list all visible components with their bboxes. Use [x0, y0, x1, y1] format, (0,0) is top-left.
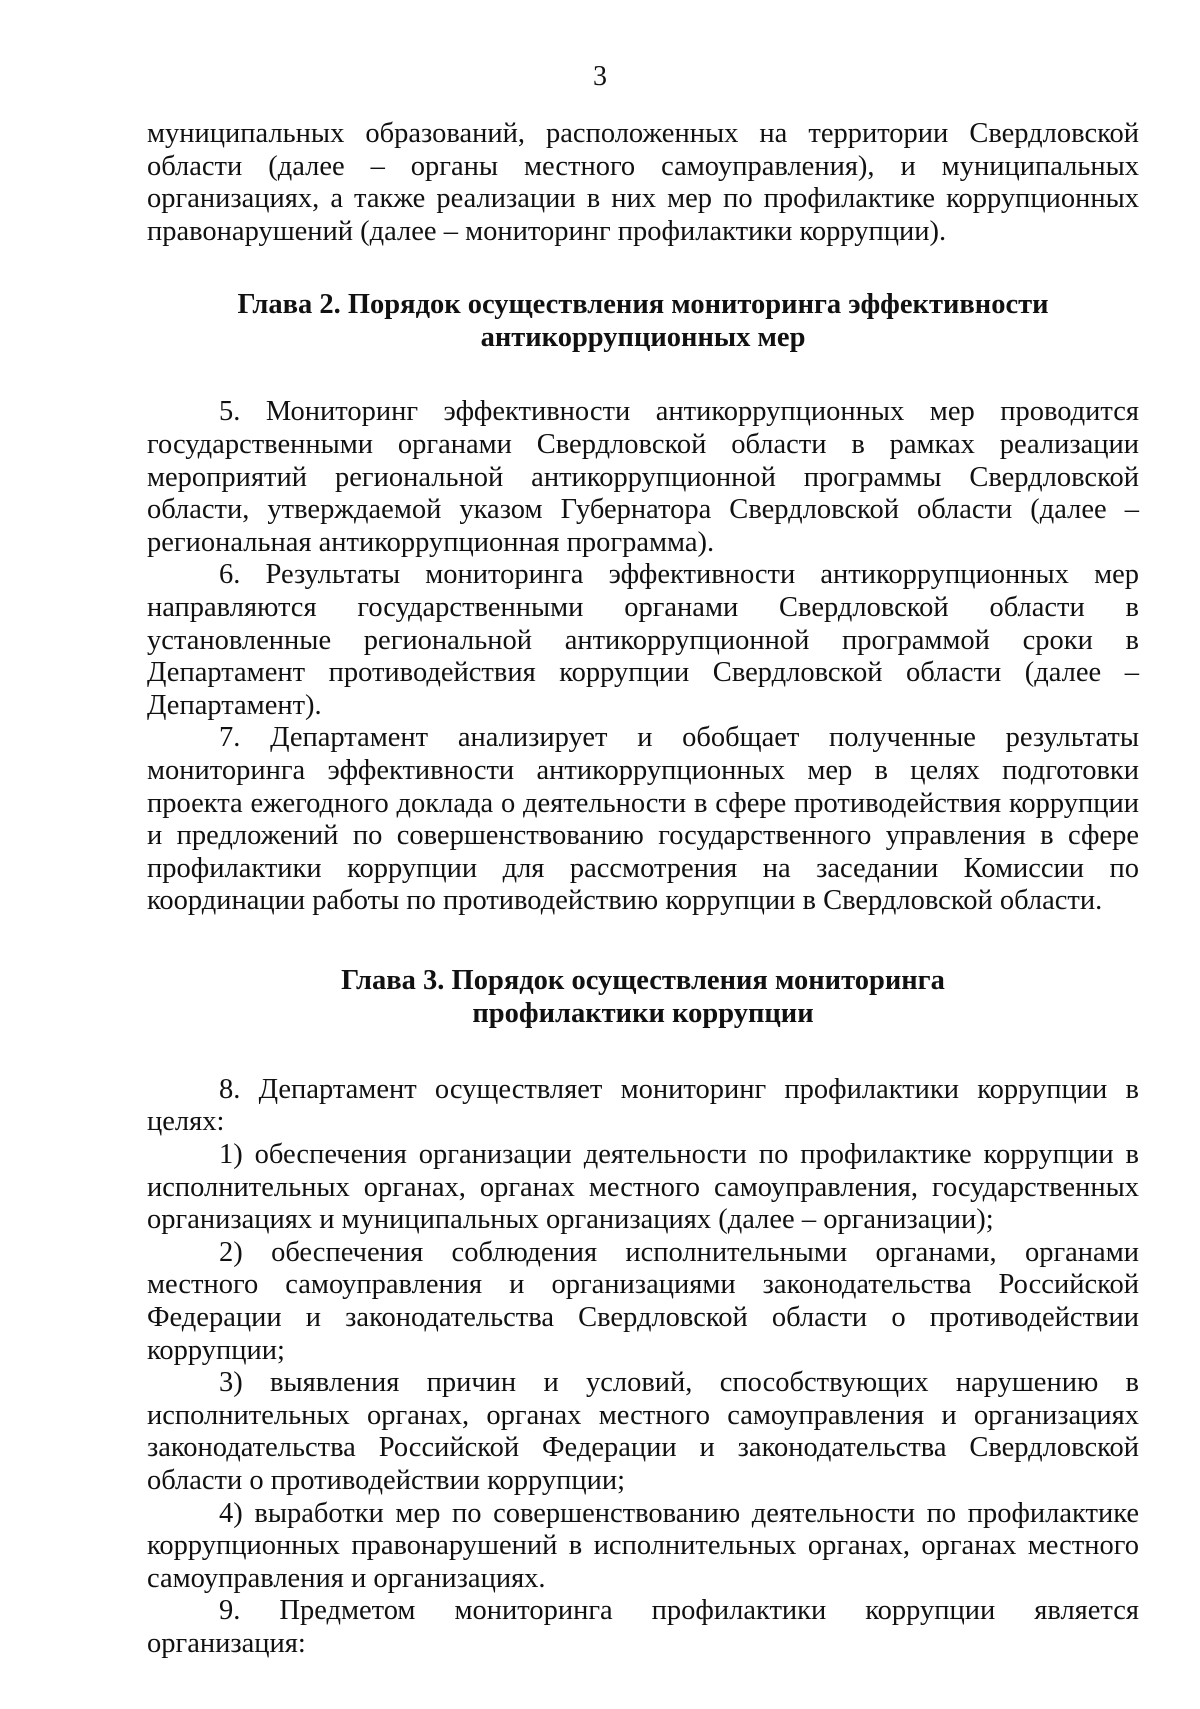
paragraph-8-item-2: 2) обеспечения соблюдения исполнительными органами, органами местного самоуправления и организациями законодательства Российской Федерации и законодательства Свердловской области о противодействии коррупции; — [147, 1236, 1139, 1366]
chapter-2-heading — [147, 288, 1139, 354]
chapter-3-heading — [147, 964, 1139, 1030]
paragraph-7: 7. Департамент анализирует и обобщает полученные результаты мониторинга эффективности антикоррупционных мер в целях подготовки проекта ежегодного доклада о деятельности в сфере противодействия коррупции и предложений по совершенствованию государственного управления в сфере профилактики коррупции для рассмотрения на заседании Комиссии по координации работы по противодействию коррупции в Свердловской области. — [147, 722, 1139, 917]
chapter-2-heading-line-1: Глава 2. Порядок осуществления мониторинга эффективности — [237, 289, 1049, 321]
paragraph-5: 5. Мониторинг эффективности антикоррупционных мер проводится государственными органами Свердловской области в рамках реализации мероприятий региональной антикоррупционной программы Свердловской области, утверждаемой указом Губернатора Свердловской области (далее – региональная антикоррупционная программа). — [147, 396, 1139, 558]
paragraph-8-item-3: 3) выявления причин и условий, способствующих нарушению в исполнительных органах, органах местного самоуправления и организациях законодательства Российской Федерации и законодательства Свердловской области о противодействии коррупции; — [147, 1367, 1139, 1496]
paragraph-9: 9. Предметом мониторинга профилактики коррупции является организация: — [147, 1595, 1139, 1659]
intro-paragraph: муниципальных образований, расположенных на территории Свердловской области (далее – органы местного самоуправления), и муниципальных организациях, а также реализации в них мер по профилактике коррупционных правонарушений (далее – мониторинг профилактики коррупции). — [147, 118, 1139, 247]
paragraph-6: 6. Результаты мониторинга эффективности антикоррупционных мер направляются государственными органами Свердловской области в установленные региональной антикоррупционной программой сроки в Департамент противодействия коррупции Свердловской области (далее – Департамент). — [147, 559, 1139, 721]
paragraph-8: 8. Департамент осуществляет мониторинг профилактики коррупции в целях: — [147, 1073, 1139, 1138]
chapter-3-heading-line-2: профилактики коррупции — [472, 997, 814, 1029]
document-body — [147, 118, 1139, 1661]
chapter-2-heading-line-2: антикоррупционных мер — [480, 322, 806, 354]
paragraph-8-item-4: 4) выработки мер по совершенствованию деятельности по профилактике коррупционных правонарушений в исполнительных органах, органах местного самоуправления и организациях. — [147, 1497, 1139, 1594]
chapter-3-heading-line-1: Глава 3. Порядок осуществления мониторинга — [341, 964, 945, 996]
page-number: 3 — [593, 61, 607, 92]
paragraph-8-item-1: 1) обеспечения организации деятельности по профилактике коррупции в исполнительных органах, органах местного самоуправления, государственных организациях и муниципальных организациях (далее – организации); — [147, 1139, 1139, 1236]
